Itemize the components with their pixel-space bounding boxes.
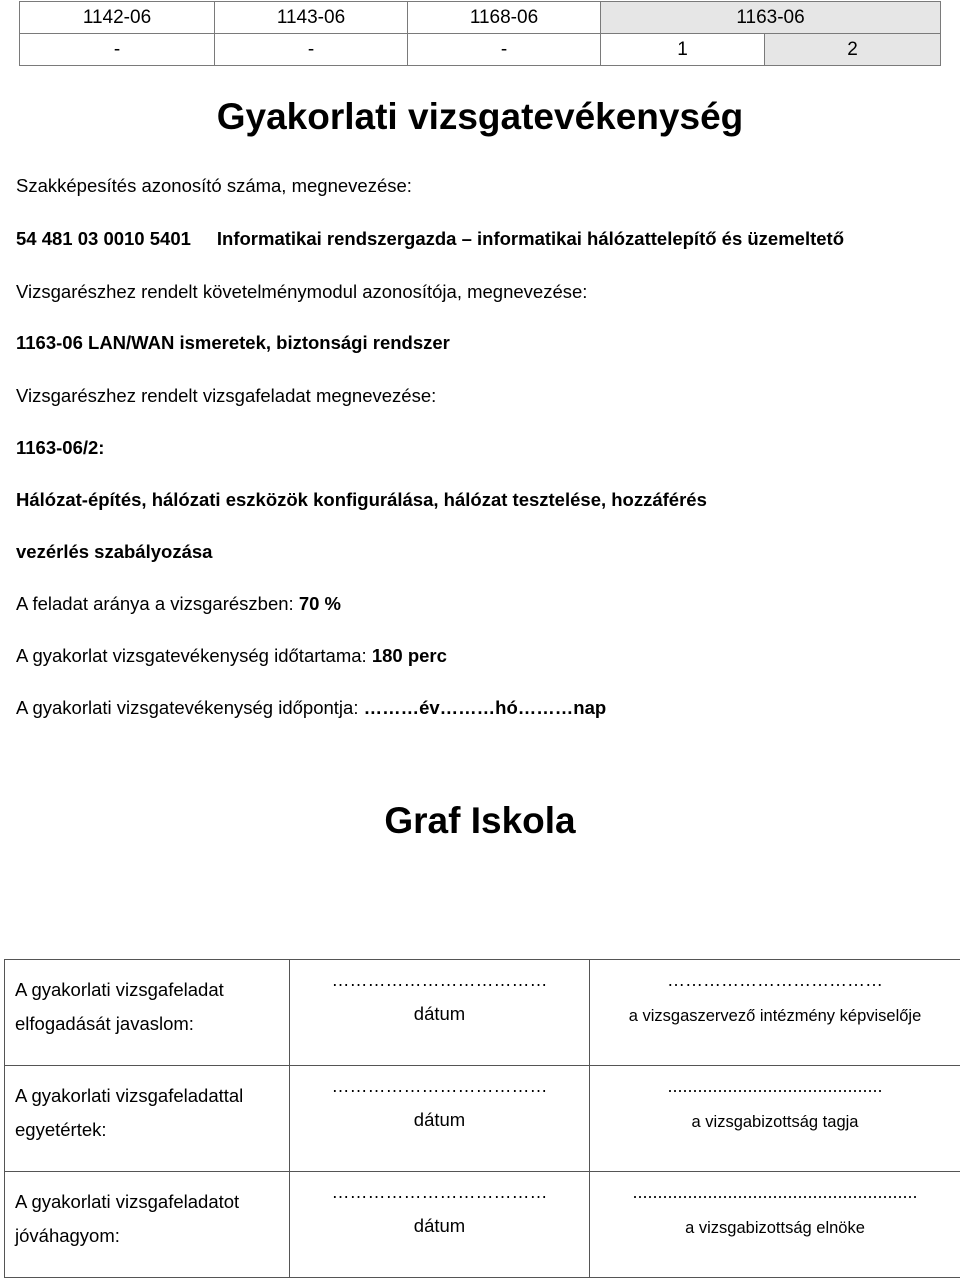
task-ratio-label: A feladat aránya a vizsgarészben: [16,593,299,614]
exam-duration-value: 180 perc [372,645,447,666]
date-caption: dátum [290,1002,589,1026]
exam-date [16,697,606,719]
qualification-name: Informatikai rendszergazda – informatikai hálózattelepítő és üzemeltető [217,228,844,249]
task-number-cell: - [215,34,408,66]
signature-label: A gyakorlati vizsgafeladat elfogadását javaslom: [5,960,290,1066]
task-number-cell: - [20,34,215,66]
signature-dotted-line: ......................................................... [590,1182,960,1202]
signature-caption: a vizsgaszervező intézmény képviselője [590,1004,960,1028]
task-number-row [20,34,941,66]
module-code-cell: 1142-06 [20,2,215,34]
module-code-cell: 1143-06 [215,2,408,34]
date-field [290,1066,590,1172]
module-code-cell-highlighted: 1163-06 [601,2,941,34]
signature-field [590,1172,960,1278]
exam-duration [16,645,447,667]
signature-row [5,1172,960,1278]
date-field [290,1172,590,1278]
task-label: Vizsgarészhez rendelt vizsgafeladat megnevezése: [16,385,436,407]
date-field [290,960,590,1066]
signature-dotted-line: ……………………………… [590,970,960,990]
signature-caption: a vizsgabizottság tagja [590,1110,960,1134]
qualification-value [16,228,844,250]
signature-table [4,959,960,1278]
task-description-line2: vezérlés szabályozása [16,541,212,563]
qualification-label: Szakképesítés azonosító száma, megnevezése: [16,175,412,197]
task-number-cell: - [408,34,601,66]
exam-date-label: A gyakorlati vizsgatevékenység időpontja: [16,697,364,718]
date-caption: dátum [290,1108,589,1132]
module-value: 1163-06 LAN/WAN ismeretek, biztonsági rendszer [16,332,450,354]
module-code-cell: 1168-06 [408,2,601,34]
module-label: Vizsgarészhez rendelt követelménymodul azonosítója, megnevezése: [16,281,587,303]
date-dotted-line: ……………………………… [290,1182,589,1202]
task-description-line1: Hálózat-építés, hálózati eszközök konfigurálása, hálózat tesztelése, hozzáférés [16,489,707,511]
task-ratio [16,593,341,615]
task-number-cell: 1 [601,34,765,66]
task-number-cell-highlighted: 2 [765,34,941,66]
signature-label: A gyakorlati vizsgafeladatot jóváhagyom: [5,1172,290,1278]
signature-caption: a vizsgabizottság elnöke [590,1216,960,1240]
task-ratio-value: 70 % [299,593,341,614]
signature-field [590,960,960,1066]
task-code: 1163-06/2: [16,437,104,459]
page-title: Gyakorlati vizsgatevékenység [0,96,960,138]
exam-date-value: ………év………hó………nap [364,697,607,718]
qualification-code: 54 481 03 0010 5401 [16,228,191,249]
date-dotted-line: ……………………………… [290,1076,589,1096]
date-caption: dátum [290,1214,589,1238]
signature-label: A gyakorlati vizsgafeladattal egyetértek: [5,1066,290,1172]
signature-row [5,1066,960,1172]
signature-field [590,1066,960,1172]
date-dotted-line: ……………………………… [290,970,589,990]
module-code-table [19,1,941,66]
signature-dotted-line: ........................................... [590,1076,960,1096]
module-code-row [20,2,941,34]
school-name: Graf Iskola [0,800,960,842]
signature-row [5,960,960,1066]
exam-duration-label: A gyakorlat vizsgatevékenység időtartama: [16,645,372,666]
